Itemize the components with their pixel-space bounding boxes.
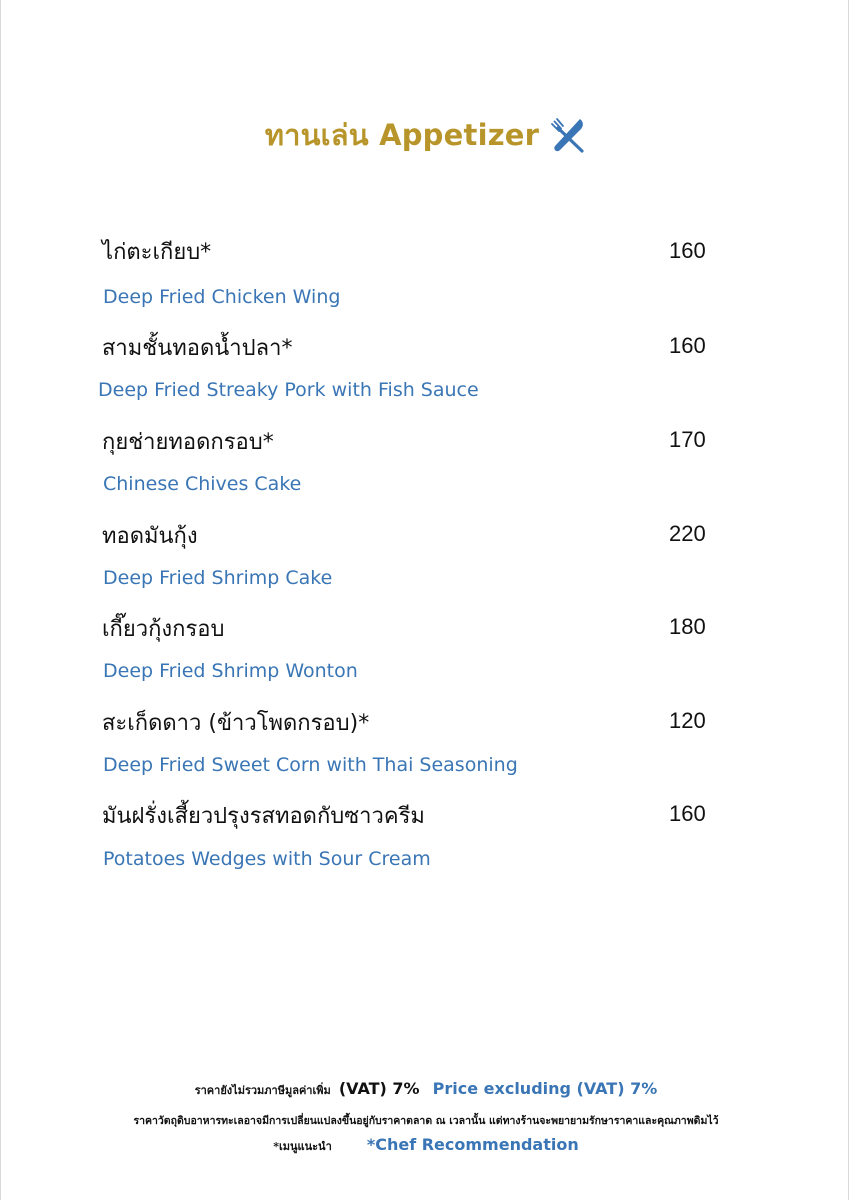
page-title: ทานเล่น Appetizer <box>264 118 540 152</box>
menu-item-english-name: Deep Fried Shrimp Cake <box>103 567 333 589</box>
menu-item-thai-name: กุยช่ายทอดกรอบ* <box>102 430 274 455</box>
menu-item-english-name: Deep Fried Sweet Corn with Thai Seasoning <box>103 754 518 776</box>
menu-item-thai-name: สามชั้นทอดน้ำปลา* <box>102 336 293 361</box>
vat-note-english: Price excluding (VAT) 7% <box>432 1079 658 1098</box>
recommendation-note <box>1 1135 850 1155</box>
menu-item-thai-name: สะเก็ดดาว (ข้าวโพดกรอบ)* <box>102 711 370 736</box>
menu-item-price: 180 <box>669 614 706 639</box>
vat-note-thai: ราคายังไม่รวมภาษีมูลค่าเพิ่ม <box>194 1084 331 1097</box>
menu-item-thai-name: เกี๊ยวกุ้งกรอบ <box>102 617 225 642</box>
menu-item-english-name: Chinese Chives Cake <box>103 473 302 495</box>
market-price-note: ราคาวัตถุดิบอาหารทะเลอาจมีการเปลี่ยนแปลงขึ้นอยู่กับราคาตลาด ณ เวลานั้น แต่ทางร้านจะพยายามรักษาราคาและคุณภาพดิมไว้ <box>133 1115 719 1127</box>
menu-item-english-name: Deep Fried Shrimp Wonton <box>103 660 358 682</box>
menu-header <box>1 112 850 158</box>
menu-item-price: 160 <box>669 238 706 263</box>
menu-item-price: 160 <box>669 333 706 358</box>
recommendation-thai: *เมนูแนะนำ <box>273 1140 332 1153</box>
menu-item-price: 170 <box>669 427 706 452</box>
menu-item-english-name: Potatoes Wedges with Sour Cream <box>103 848 431 870</box>
menu-item-thai-name: มันฝรั่งเสี้ยวปรุงรสทอดกับซาวครีม <box>102 804 425 829</box>
menu-item-thai-name: ทอดมันกุ้ง <box>102 524 198 549</box>
fork-knife-icon <box>549 116 587 154</box>
menu-item-price: 160 <box>669 801 706 826</box>
recommendation-english: *Chef Recommendation <box>366 1135 579 1154</box>
menu-item-price: 220 <box>669 521 706 546</box>
menu-item-english-name: Deep Fried Streaky Pork with Fish Sauce <box>98 379 479 401</box>
menu-item-thai-name: ไก่ตะเกียบ* <box>102 240 212 265</box>
vat-note <box>1 1079 850 1099</box>
vat-rate-thai: (VAT) 7% <box>338 1079 420 1098</box>
menu-item-price: 120 <box>669 708 706 733</box>
menu-item-english-name: Deep Fried Chicken Wing <box>103 286 341 308</box>
